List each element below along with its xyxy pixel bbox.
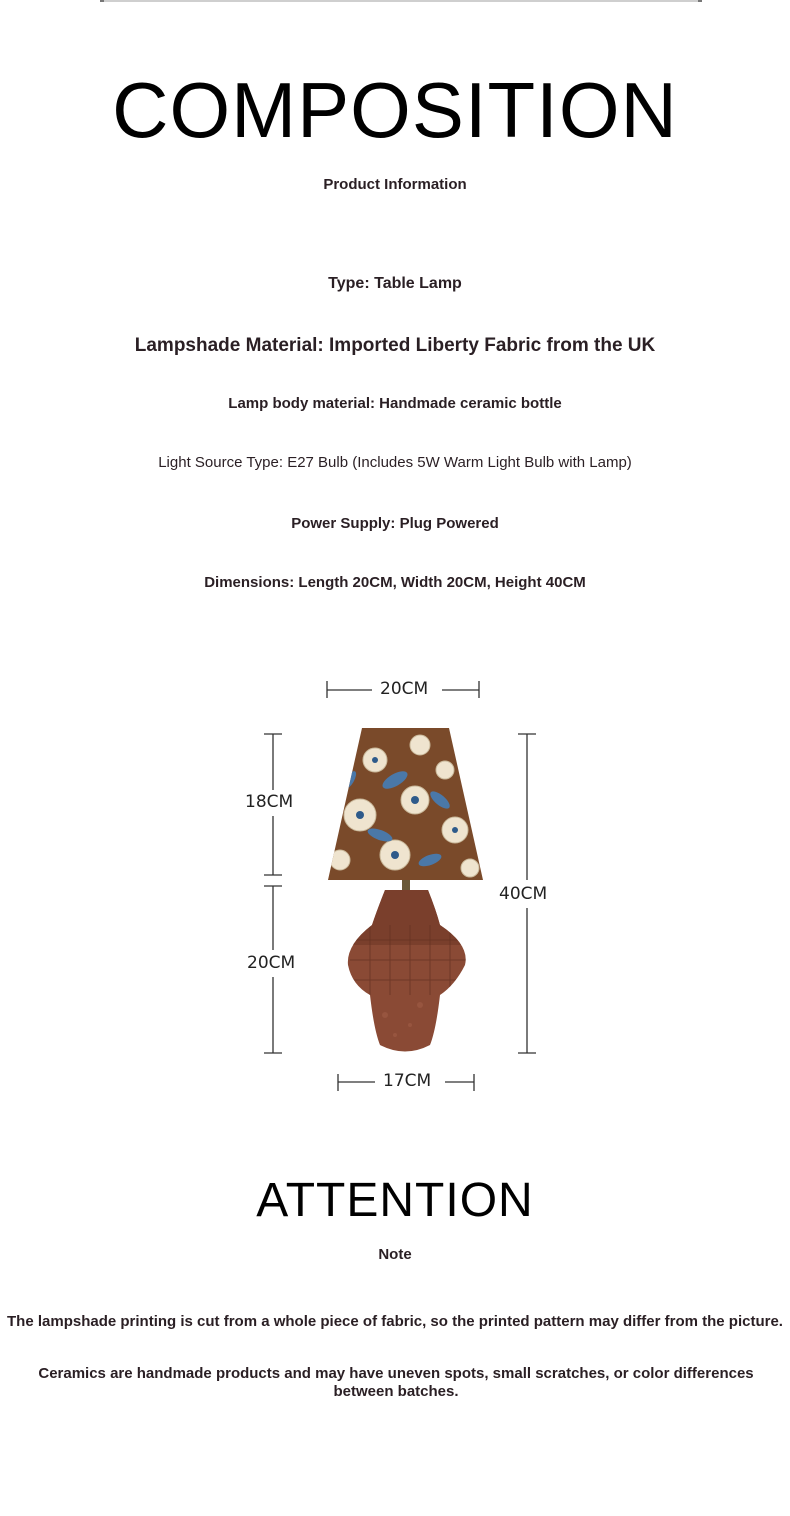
dim-top-width: 20CM [376,679,432,699]
page-title: COMPOSITION [112,66,678,154]
dim-base-width: 17CM [379,1071,435,1091]
spec-light: Light Source Type: E27 Bulb (Includes 5W Warm Light Bulb with Lamp) [158,454,632,471]
attention-title: ATTENTION [256,1174,534,1227]
spec-body: Lamp body material: Handmade ceramic bottle [228,395,562,412]
spec-shade: Lampshade Material: Imported Liberty Fabric from the UK [134,335,656,356]
lamp-body [340,885,475,1060]
attention-note-1: The lampshade printing is cut from a whole piece of fabric, so the printed pattern may differ from the picture. [7,1313,783,1330]
spec-dimensions: Dimensions: Length 20CM, Width 20CM, Height 40CM [204,574,586,591]
dim-total-height: 40CM [495,884,551,904]
dim-body-height: 20CM [243,953,299,973]
page-subtitle: Product Information [323,176,467,193]
spec-type: Type: Table Lamp [328,275,462,292]
lampshade [320,720,490,890]
attention-note-2: Ceramics are handmade products and may have uneven spots, small scratches, or color differences between batches. [38,1365,754,1400]
dim-shade-height: 18CM [241,792,297,812]
spec-power: Power Supply: Plug Powered [291,515,499,532]
attention-subtitle: Note [378,1246,412,1263]
